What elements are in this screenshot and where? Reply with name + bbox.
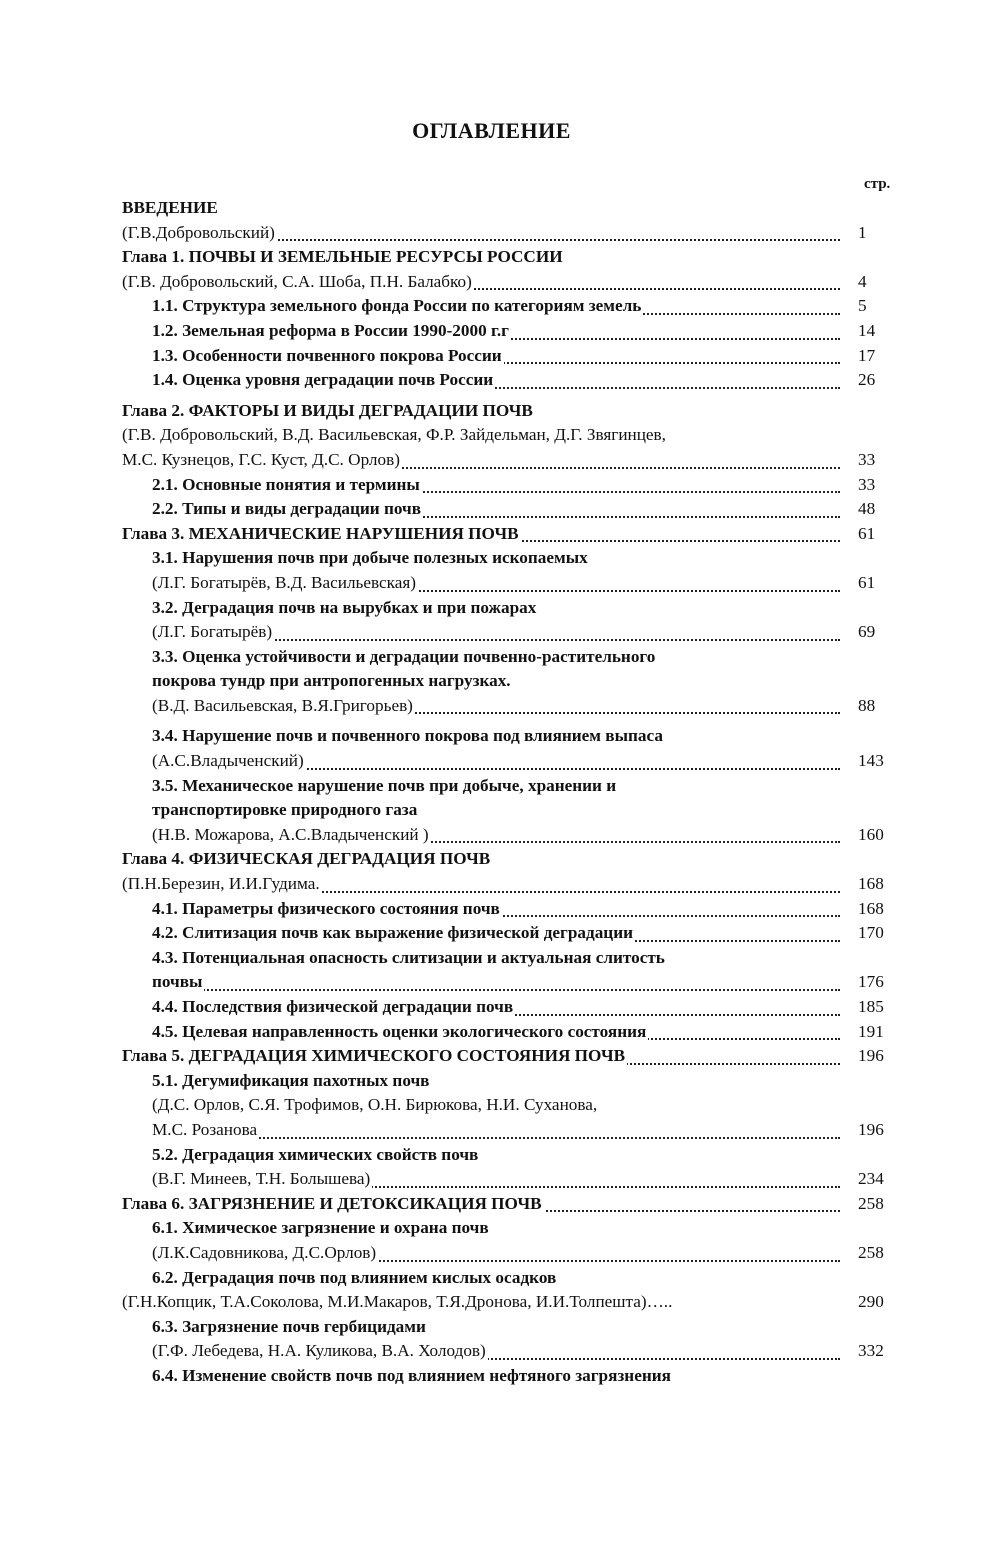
- toc-entry-label: 4.1. Параметры физического состояния почв: [152, 898, 500, 918]
- toc-entry-text: [122, 423, 840, 448]
- toc-entry: [0, 1044, 983, 1069]
- toc-page-number: 4: [858, 271, 867, 291]
- toc-entry-label: почвы: [152, 972, 203, 992]
- toc-entry-text: [122, 1192, 840, 1217]
- toc-entry: [0, 319, 983, 344]
- toc-entry: [0, 497, 983, 522]
- toc-entry: [0, 270, 983, 295]
- toc-entry-text: [152, 798, 840, 823]
- toc-entry-label: Глава 1. ПОЧВЫ И ЗЕМЕЛЬНЫЕ РЕСУРСЫ РОССИИ: [122, 247, 563, 267]
- toc-entry-text: [152, 1266, 840, 1291]
- toc-entry: [0, 1093, 983, 1118]
- toc-entry-text: [122, 196, 840, 221]
- toc-entry-text: [152, 620, 840, 645]
- toc-page-number: 33: [858, 474, 876, 494]
- toc-entry-label: 4.4. Последствия физической деградации почв: [152, 997, 514, 1016]
- toc-entry-label: (Г.Н.Копцик, Т.А.Соколова, М.И.Макаров, Т.Я.Дронова, И.И.Толпешта)…..: [122, 1292, 673, 1312]
- toc-page-number: 33: [858, 449, 876, 469]
- toc-entry-label: (Н.В. Можарова, А.С.Владыченский ): [152, 824, 429, 844]
- toc-entry-label: 3.1. Нарушения почв при добыче полезных ископаемых: [152, 548, 588, 568]
- toc-page-number: 17: [858, 345, 876, 365]
- toc-entry-label: 5.1. Дегумификация пахотных почв: [152, 1070, 430, 1090]
- toc-entry-label: 1.1. Структура земельного фонда России по категориям земель: [152, 296, 642, 316]
- toc-entry-label: 6.3. Загрязнение почв гербицидами: [152, 1316, 426, 1336]
- toc-entry-text: [152, 1143, 840, 1168]
- toc-entry-text: [152, 319, 840, 344]
- toc-entry: [0, 294, 983, 319]
- toc-entry-label: (Л.К.Садовникова, Д.С.Орлов): [152, 1242, 377, 1262]
- toc-page-number: 14: [858, 320, 876, 340]
- toc-page-number: 143: [858, 751, 884, 771]
- toc-entry-text: [122, 522, 840, 547]
- toc-page-number: 5: [858, 296, 867, 316]
- toc-entry-text: [152, 669, 840, 694]
- toc-entry-label: 4.5. Целевая направленность оценки экологического состояния: [152, 1021, 647, 1041]
- toc-entry-text: [152, 1364, 840, 1389]
- toc-entry: [0, 221, 983, 246]
- toc-page-number: 170: [858, 923, 884, 943]
- toc-entry-text: [152, 344, 840, 369]
- toc-entry: [0, 620, 983, 645]
- toc-entry-label: 2.1. Основные понятия и термины: [152, 474, 420, 494]
- toc-entry-label: 1.3. Особенности почвенного покрова России: [152, 345, 502, 365]
- toc-entry: [0, 368, 983, 393]
- toc-entry-text: [152, 473, 840, 498]
- toc-page-number: 168: [858, 898, 884, 918]
- toc-entry-text: [152, 645, 840, 670]
- toc-entry: [0, 196, 983, 221]
- toc-entry: [0, 847, 983, 872]
- toc-page-number: 160: [858, 824, 884, 844]
- toc-entry-text: [122, 399, 840, 424]
- toc-entry-text: [122, 872, 840, 897]
- toc-page-number: 290: [858, 1292, 884, 1312]
- toc-entry-label: (Л.Г. Богатырёв, В.Д. Васильевская): [152, 572, 416, 592]
- toc-entry-label: 3.2. Деградация почв на вырубках и при пожарах: [152, 597, 537, 617]
- toc-page-number: 61: [858, 572, 876, 592]
- toc-entry-label: (Л.Г. Богатырёв): [152, 622, 273, 642]
- toc-page-number: 258: [858, 1193, 884, 1213]
- toc-entry: [0, 596, 983, 621]
- toc-entry: [0, 946, 983, 971]
- toc-entry-text: [152, 1069, 840, 1094]
- toc-entry: [0, 522, 983, 547]
- toc-entry-text: [152, 1216, 840, 1241]
- page-title: ОГЛАВЛЕНИЕ: [412, 118, 571, 143]
- toc-entry: [0, 724, 983, 749]
- toc-entry: [0, 921, 983, 946]
- toc-entry-text: [122, 847, 840, 872]
- toc-page-number: 48: [858, 499, 876, 519]
- toc-page-number: 191: [858, 1021, 884, 1041]
- toc-entry-text: [122, 245, 840, 270]
- toc-entry: [0, 473, 983, 498]
- toc-page-number: 61: [858, 523, 876, 543]
- toc-entry-text: [152, 774, 840, 799]
- toc-entry-text: [122, 1290, 840, 1315]
- toc-entry: [0, 1118, 983, 1143]
- toc-entry-label: 5.2. Деградация химических свойств почв: [152, 1144, 479, 1164]
- toc-entry-label: (Г.В. Добровольский, С.А. Шоба, П.Н. Балабко): [122, 271, 472, 291]
- toc-entry: [0, 897, 983, 922]
- toc-page-number: 1: [858, 222, 867, 242]
- toc-entry-label: М.С. Кузнецов, Г.С. Куст, Д.С. Орлов): [122, 449, 400, 469]
- toc-entry-text: [122, 221, 840, 246]
- toc-entry-text: [152, 970, 840, 995]
- toc-entry-label: (В.Г. Минеев, Т.Н. Болышева): [152, 1169, 371, 1189]
- toc-entry: [0, 1143, 983, 1168]
- toc-page-number: 88: [858, 695, 876, 715]
- toc-entry-text: [152, 1339, 840, 1364]
- toc-entry-label: Глава 4. ФИЗИЧЕСКАЯ ДЕГРАДАЦИЯ ПОЧВ: [122, 849, 491, 869]
- toc-entry: [0, 1241, 983, 1266]
- toc-page-number: 258: [858, 1242, 884, 1262]
- toc-entry-text: [152, 294, 840, 319]
- toc-entry-text: [152, 368, 840, 393]
- toc-entry: [0, 970, 983, 995]
- toc-entry: [0, 798, 983, 823]
- toc-entry-label: 2.2. Типы и виды деградации почв: [152, 499, 422, 519]
- toc-entry-label: М.С. Розанова: [152, 1119, 258, 1139]
- toc-entry-text: [152, 1093, 840, 1118]
- toc-entry-text: [152, 921, 840, 946]
- toc-entry-text: [152, 596, 840, 621]
- toc-entry: [0, 1069, 983, 1094]
- toc-entry: [0, 448, 983, 473]
- toc-entry-text: [152, 749, 840, 774]
- toc-entry-label: 6.2. Деградация почв под влиянием кислых осадков: [152, 1267, 557, 1287]
- toc-entry: [0, 1266, 983, 1291]
- toc-entry-text: [152, 571, 840, 596]
- toc-entry-text: [152, 724, 840, 749]
- toc-entry-text: [152, 497, 840, 522]
- toc-page-number: 185: [858, 997, 884, 1016]
- toc-entry-text: [152, 694, 840, 719]
- toc-entry: [0, 1339, 983, 1364]
- toc-entry-label: ВВЕДЕНИЕ: [122, 198, 218, 217]
- toc-list: [0, 196, 983, 1389]
- toc-entry: [0, 344, 983, 369]
- toc-entry-label: 4.3. Потенциальная опасность слитизации и актуальная слитость: [152, 947, 665, 967]
- toc-entry-label: (Г.Ф. Лебедева, Н.А. Куликова, В.А. Холодов): [152, 1341, 486, 1361]
- toc-entry-label: 4.2. Слитизация почв как выражение физической деградации: [152, 923, 634, 943]
- toc-entry: [0, 1364, 983, 1389]
- toc-entry-label: 6.1. Химическое загрязнение и охрана почв: [152, 1218, 489, 1238]
- toc-entry-text: [152, 897, 840, 922]
- toc-entry: [0, 694, 983, 719]
- toc-entry: [0, 1167, 983, 1192]
- toc-entry-text: [152, 995, 840, 1020]
- toc-entry-text: [152, 946, 840, 971]
- toc-entry-label: покрова тундр при антропогенных нагрузках.: [152, 671, 511, 691]
- toc-entry-label: (А.С.Владыченский): [152, 751, 304, 771]
- toc-entry: [0, 645, 983, 670]
- toc-page-number: 234: [858, 1169, 884, 1189]
- toc-entry-text: [152, 1315, 840, 1340]
- toc-entry: [0, 571, 983, 596]
- toc-page-number: 26: [858, 370, 876, 390]
- toc-entry-label: (В.Д. Васильевская, В.Я.Григорьев): [152, 695, 413, 715]
- toc-entry-label: 1.4. Оценка уровня деградации почв России: [152, 370, 494, 390]
- toc-entry-label: Глава 2. ФАКТОРЫ И ВИДЫ ДЕГРАДАЦИИ ПОЧВ: [122, 400, 533, 420]
- toc-entry-text: [152, 1118, 840, 1143]
- dot-leader: [152, 989, 840, 991]
- toc-entry: [0, 245, 983, 270]
- toc-entry: [0, 823, 983, 848]
- toc-page-number: 168: [858, 874, 884, 894]
- toc-entry: [0, 1020, 983, 1045]
- toc-entry-label: 3.3. Оценка устойчивости и деградации почвенно-растительного: [152, 646, 656, 666]
- toc-page-number: 196: [858, 1119, 884, 1139]
- toc-entry-label: (Г.В. Добровольский, В.Д. Васильевская, Ф.Р. Зайдельман, Д.Г. Звягинцев,: [122, 425, 666, 445]
- toc-entry-label: Глава 5. ДЕГРАДАЦИЯ ХИМИЧЕСКОГО СОСТОЯНИЯ ПОЧВ: [122, 1046, 626, 1066]
- toc-entry-label: (Г.В.Добровольский): [122, 222, 275, 242]
- toc-entry: [0, 1192, 983, 1217]
- toc-entry-text: [122, 1044, 840, 1069]
- toc-entry-text: [152, 1167, 840, 1192]
- toc-entry: [0, 749, 983, 774]
- toc-entry: [0, 1290, 983, 1315]
- toc-page-number: 332: [858, 1341, 884, 1361]
- toc-entry: [0, 774, 983, 799]
- toc-entry-label: 6.4. Изменение свойств почв под влиянием нефтяного загрязнения: [152, 1365, 671, 1385]
- toc-entry-text: [122, 448, 840, 473]
- toc-entry-label: (Д.С. Орлов, С.Я. Трофимов, О.Н. Бирюкова, Н.И. Суханова,: [152, 1095, 598, 1115]
- toc-entry: [0, 669, 983, 694]
- toc-entry-label: 1.2. Земельная реформа в России 1990-2000 г.г: [152, 320, 509, 340]
- toc-entry-text: [152, 1020, 840, 1045]
- toc-entry: [0, 546, 983, 571]
- toc-entry-text: [122, 270, 840, 295]
- toc-entry-label: Глава 6. ЗАГРЯЗНЕНИЕ И ДЕТОКСИКАЦИЯ ПОЧВ: [122, 1193, 542, 1213]
- toc-page-number: 69: [858, 622, 876, 642]
- toc-entry-label: 3.5. Механическое нарушение почв при добыче, хранении и: [152, 775, 617, 795]
- toc-entry-label: транспортировке природного газа: [152, 800, 418, 820]
- page-column-label: стр.: [864, 176, 891, 192]
- toc-page-number: 196: [858, 1046, 884, 1066]
- toc-entry-text: [152, 1241, 840, 1266]
- toc-entry-text: [152, 546, 840, 571]
- toc-entry: [0, 995, 983, 1020]
- toc-entry-label: 3.4. Нарушение почв и почвенного покрова под влиянием выпаса: [152, 726, 663, 746]
- toc-entry-label: (П.Н.Березин, И.И.Гудима.: [122, 874, 320, 894]
- toc-entry: [0, 1315, 983, 1340]
- toc-page-number: 176: [858, 972, 884, 992]
- toc-entry-text: [152, 823, 840, 848]
- toc-entry-label: Глава 3. МЕХАНИЧЕСКИЕ НАРУШЕНИЯ ПОЧВ: [122, 523, 519, 543]
- toc-entry: [0, 872, 983, 897]
- toc-entry: [0, 399, 983, 424]
- toc-entry: [0, 1216, 983, 1241]
- toc-entry: [0, 423, 983, 448]
